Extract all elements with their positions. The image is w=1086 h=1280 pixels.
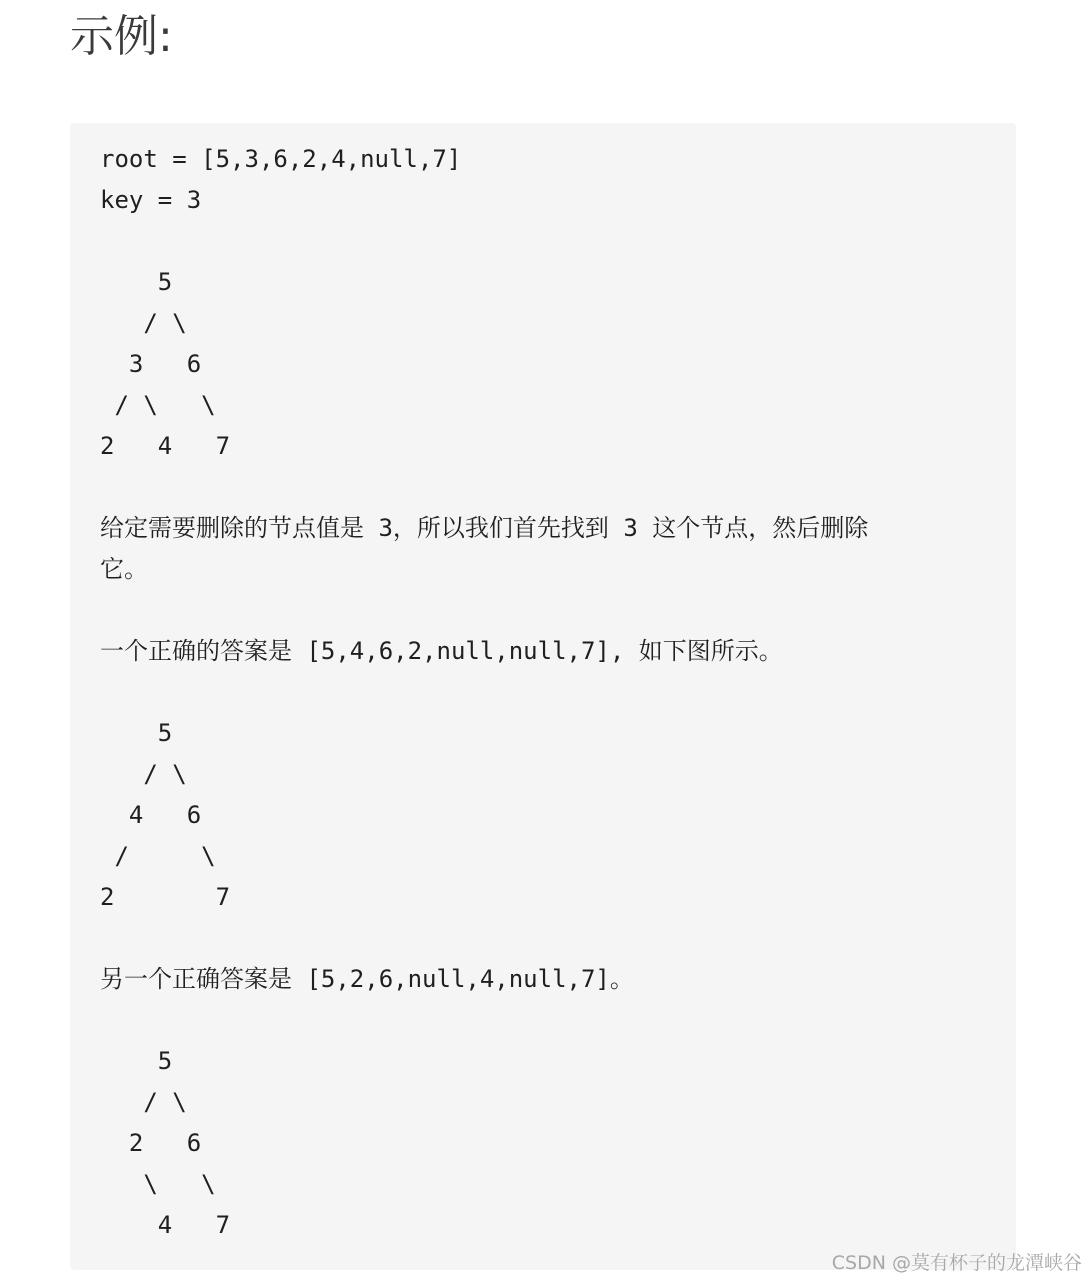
code-line: root = [5,3,6,2,4,null,7]: [100, 145, 462, 173]
code-line: [100, 221, 868, 262]
code-line: 给定需要删除的节点值是 3，所以我们首先找到 3 这个节点，然后删除: [100, 514, 869, 542]
code-line: 2 4 7: [100, 432, 231, 460]
code-text: [100, 139, 868, 1246]
code-line: / \: [100, 309, 187, 337]
code-line: 5: [100, 719, 173, 747]
code-line: 5: [100, 1047, 173, 1075]
code-line: 它。: [100, 555, 148, 583]
code-line: 另一个正确答案是 [5,2,6,null,4,null,7]。: [100, 965, 634, 993]
code-line: / \ \: [100, 391, 216, 419]
code-block: [70, 123, 1016, 1270]
code-line: 2 7: [100, 883, 231, 911]
code-line: / \: [100, 760, 187, 788]
code-line: 5: [100, 268, 173, 296]
code-line: 3 6: [100, 350, 202, 378]
code-line: 2 6: [100, 1129, 202, 1157]
code-line: [100, 918, 868, 959]
code-line: 4 7: [100, 1211, 231, 1239]
watermark: CSDN @莫有杯子的龙潭峡谷: [831, 1252, 1082, 1274]
code-line: [100, 590, 868, 631]
code-line: / \: [100, 842, 216, 870]
code-line: [100, 1000, 868, 1041]
code-line: key = 3: [100, 186, 202, 214]
code-line: [100, 672, 868, 713]
code-line: \ \: [100, 1170, 216, 1198]
code-line: / \: [100, 1088, 187, 1116]
code-line: [100, 467, 868, 508]
example-heading: 示例:: [70, 11, 173, 62]
code-line: 一个正确的答案是 [5,4,6,2,null,null,7], 如下图所示。: [100, 637, 783, 665]
code-line: 4 6: [100, 801, 202, 829]
